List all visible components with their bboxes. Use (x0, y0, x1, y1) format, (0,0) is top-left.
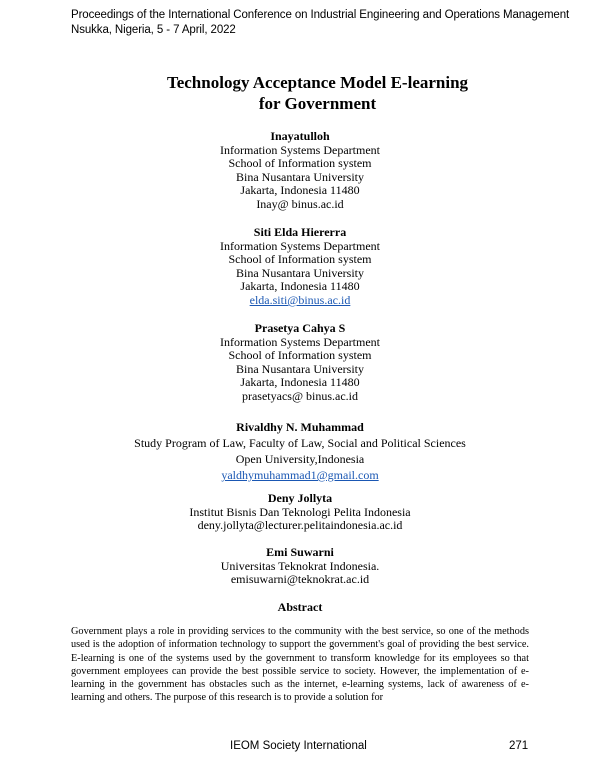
author-affiliation: School of Information system (228, 252, 372, 267)
author-affiliation: Bina Nusantara University (236, 361, 364, 376)
running-header (71, 8, 569, 38)
header-location-date: Nsukka, Nigeria, 5 - 7 April, 2022 (71, 24, 236, 36)
author-affiliation: Jakarta, Indonesia 11480 (240, 279, 360, 294)
author-block (0, 419, 600, 483)
title-line-1: Technology Acceptance Model E-learning (166, 73, 469, 92)
author-block (0, 130, 600, 212)
author-affiliation: Institut Bisnis Dan Teknologi Pelita Indonesia (189, 504, 411, 519)
author-affiliation: School of Information system (228, 156, 372, 171)
author-email-link[interactable]: elda.siti@binus.ac.id (249, 292, 351, 307)
author-affiliation: Information Systems Department (220, 334, 380, 349)
author-affiliation: Open University,Indonesia (235, 452, 365, 466)
author-email: Inay@ binus.ac.id (256, 196, 344, 211)
header-conference: Proceedings of the International Conference on Industrial Engineering and Operations Management (71, 9, 570, 21)
paper-title (0, 72, 600, 114)
author-name: Deny Jollyta (267, 491, 333, 505)
author-email: emisuwarni@teknokrat.ac.id (230, 572, 370, 587)
author-block (0, 546, 600, 587)
author-affiliation: Jakarta, Indonesia 11480 (240, 183, 360, 198)
author-block (0, 226, 600, 308)
title-line-2: for Government (258, 94, 377, 113)
abstract-text: Government plays a role in providing services to the community with the best service, so one of the methods used is the adoption of information technology to support the government's goal of providing the best service. E-learning is one of the systems used by the government to transform knowledge for its employees so that government employees can provide the best possible service to society. However, the implementation of e-learning in the government has obstacles such as the internet, e-learning systems, lack of awareness of e-learning and others. The purpose of this research is to provide a solution for (71, 626, 529, 704)
author-name: Rivaldhy N. Muhammad (236, 420, 364, 434)
author-affiliation: Bina Nusantara University (236, 265, 364, 280)
author-email: prasetyacs@ binus.ac.id (241, 388, 358, 403)
author-affiliation: Bina Nusantara University (236, 169, 364, 184)
footer-publisher: IEOM Society International (230, 740, 367, 752)
author-affiliation: Universitas Teknokrat Indonesia. (220, 558, 380, 573)
author-affiliation: School of Information system (228, 348, 372, 363)
author-email: deny.jollyta@lecturer.pelitaindonesia.ac.id (197, 518, 403, 533)
author-affiliation: Information Systems Department (220, 142, 380, 157)
author-name: Siti Elda Hiererra (253, 225, 347, 239)
author-affiliation: Study Program of Law, Faculty of Law, Social and Political Sciences (134, 436, 466, 450)
author-name: Emi Suwarni (266, 545, 334, 559)
page-number: 271 (509, 740, 529, 752)
abstract-heading: Abstract (277, 600, 323, 614)
author-block (0, 322, 600, 404)
author-affiliation: Jakarta, Indonesia 11480 (240, 375, 360, 390)
author-name: Prasetya Cahya S (254, 321, 346, 335)
author-block (0, 492, 600, 533)
author-email-link[interactable]: yaldhymuhammad1@gmail.com (221, 468, 379, 482)
author-name: Inayatulloh (270, 129, 330, 143)
author-affiliation: Information Systems Department (220, 238, 380, 253)
